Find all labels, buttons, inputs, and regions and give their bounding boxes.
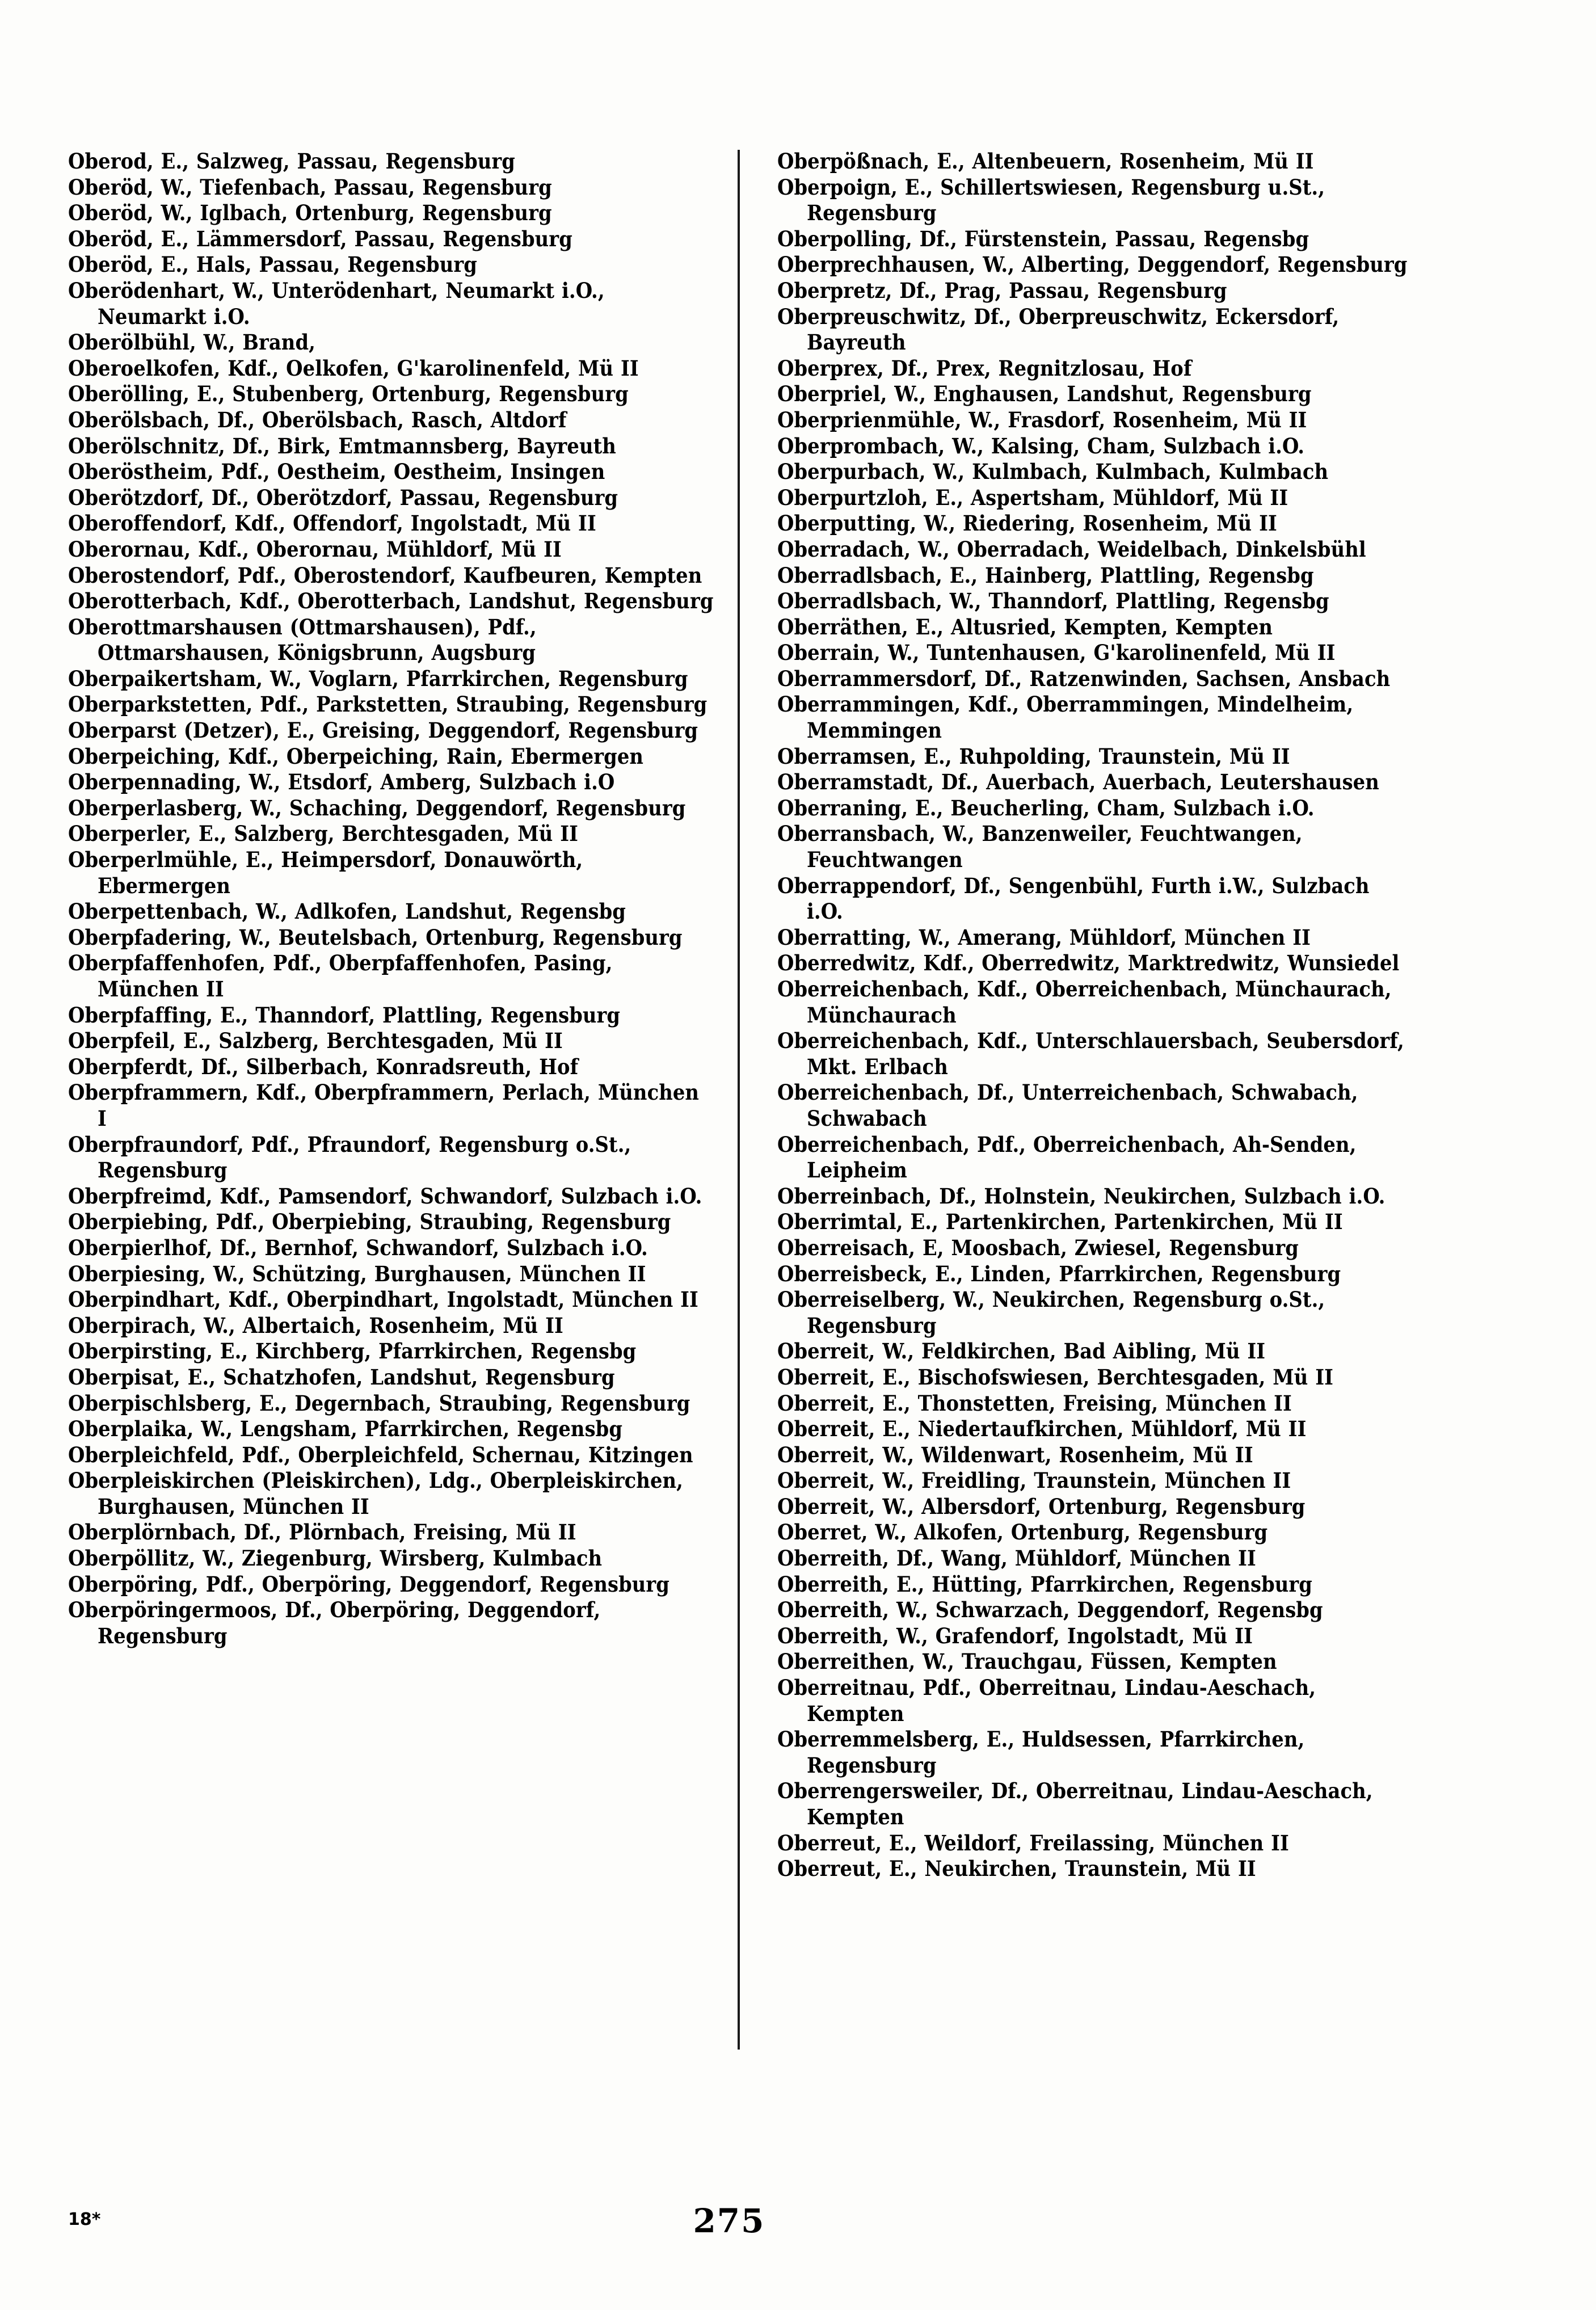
gazetteer-right-entry: Oberradlsbach, W., Thanndorf, Plattling, Regensbg [777, 588, 1329, 614]
gazetteer-left-entry: Oberölsbach, Df., Oberölsbach, Rasch, Altdorf [68, 407, 567, 432]
gazetteer-left-entry: Oberötzdorf, Df., Oberötzdorf, Passau, Regensburg [68, 485, 618, 510]
gazetteer-right-entry: Oberprechhausen, W., Alberting, Deggendorf, Regensburg [777, 252, 1408, 277]
gazetteer-left-entry: Oberpaikertsham, W., Voglarn, Pfarrkirchen, Regensburg [68, 666, 688, 691]
gazetteer-right-entry: Oberpurbach, W., Kulmbach, Kulmbach, Kulmbach [777, 459, 1329, 485]
gazetteer-left-entry: Oberottmarshausen (Ottmarshausen), Pdf., Ottmarshausen, Königsbrunn, Augsburg [68, 614, 537, 666]
gazetteer-left-entry: Oberpferdt, Df., Silberbach, Konradsreuth, Hof [68, 1054, 579, 1079]
gazetteer-left-entry: Oberod, E., Salzweg, Passau, Regensburg [68, 149, 515, 174]
gazetteer-left-entry: Oberpöringermoos, Df., Oberpöring, Deggendorf, Regensburg [68, 1597, 601, 1648]
gazetteer-right-entry: Oberräthen, E., Altusried, Kempten, Kempten [777, 614, 1273, 639]
gazetteer-left-entry: Oberölschnitz, Df., Birk, Emtmannsberg, Bayreuth [68, 433, 616, 458]
gazetteer-right-entry: Oberputting, W., Riedering, Rosenheim, Mü II [777, 511, 1277, 536]
column-left [68, 149, 738, 1649]
gazetteer-right-entry: Oberprombach, W., Kalsing, Cham, Sulzbach i.O. [777, 433, 1305, 458]
gazetteer-right-entry: Oberret, W., Alkofen, Ortenburg, Regensburg [777, 1520, 1268, 1545]
gazetteer-right-entry: Oberpriel, W., Enghausen, Landshut, Regensburg [777, 381, 1312, 407]
gazetteer-right-entry: Oberreichenbach, Pdf., Oberreichenbach, Ah-Senden, Leipheim [777, 1131, 1357, 1183]
gazetteer-left-entry: Oberöd, E., Lämmersdorf, Passau, Regensburg [68, 226, 572, 251]
gazetteer-right-entry: Oberrammersdorf, Df., Ratzenwinden, Sachsen, Ansbach [777, 666, 1391, 691]
gazetteer-left-entry: Oberparkstetten, Pdf., Parkstetten, Straubing, Regensburg [68, 692, 708, 717]
gazetteer-left-entry: Oberpfadering, W., Beutelsbach, Ortenburg, Regensburg [68, 924, 683, 950]
page-number: 275 [693, 2202, 765, 2240]
gazetteer-left-entry: Oberparst (Detzer), E., Greising, Deggendorf, Regensburg [68, 718, 698, 743]
gazetteer-right-entry: Oberreith, Df., Wang, Mühldorf, München II [777, 1546, 1256, 1571]
gazetteer-right-entry: Oberrain, W., Tuntenhausen, G'karolinenfeld, Mü II [777, 640, 1336, 666]
gazetteer-right-entry: Oberreit, W., Wildenwart, Rosenheim, Mü II [777, 1442, 1253, 1467]
gazetteer-right-entry: Oberreinbach, Df., Holnstein, Neukirchen, Sulzbach i.O. [777, 1183, 1386, 1209]
gazetteer-right-entry: Oberredwitz, Kdf., Oberredwitz, Marktredwitz, Wunsiedel [777, 950, 1400, 976]
gazetteer-left-entry: Oberornau, Kdf., Oberornau, Mühldorf, Mü II [68, 536, 562, 562]
gazetteer-left-entry: Oberpennading, W., Etsdorf, Amberg, Sulzbach i.O [68, 769, 615, 795]
gazetteer-right-entry: Oberreut, E., Weildorf, Freilassing, München II [777, 1830, 1289, 1855]
gazetteer-right-entry: Oberpoign, E., Schillertswiesen, Regensburg u.St., Regensburg [777, 174, 1325, 226]
gazetteer-right-entry: Oberprienmühle, W., Frasdorf, Rosenheim, Mü II [777, 407, 1307, 432]
gazetteer-left-entry: Oberpierlhof, Df., Bernhof, Schwandorf, Sulzbach i.O. [68, 1235, 648, 1260]
gazetteer-right-entry: Oberramsen, E., Ruhpolding, Traunstein, Mü II [777, 743, 1290, 769]
gazetteer-right-entry: Oberreit, E., Niedertaufkirchen, Mühldorf, Mü II [777, 1416, 1307, 1442]
gazetteer-right-entry: Oberreit, W., Feldkirchen, Bad Aibling, Mü II [777, 1339, 1266, 1364]
gazetteer-left-entry: Oberpöllitz, W., Ziegenburg, Wirsberg, Kulmbach [68, 1546, 603, 1571]
gazetteer-right-entry: Oberreiselberg, W., Neukirchen, Regensburg o.St., Regensburg [777, 1287, 1325, 1338]
gazetteer-right-entry: Oberreith, E., Hütting, Pfarrkirchen, Regensburg [777, 1571, 1312, 1597]
gazetteer-right-entry: Oberreut, E., Neukirchen, Traunstein, Mü II [777, 1856, 1256, 1882]
gazetteer-right-entry: Oberreisach, E, Moosbach, Zwiesel, Regensburg [777, 1235, 1299, 1260]
gazetteer-right-entry: Oberreith, W., Schwarzach, Deggendorf, Regensbg [777, 1597, 1323, 1623]
gazetteer-left-entry: Oberpeiching, Kdf., Oberpeiching, Rain, Ebermergen [68, 743, 644, 769]
gazetteer-left-entry: Oberpfaffenhofen, Pdf., Oberpfaffenhofen, Pasing, München II [68, 950, 613, 1002]
gazetteer-right-entry: Oberprex, Df., Prex, Regnitzlosau, Hof [777, 355, 1192, 381]
gazetteer-left-entry: Oberperlasberg, W., Schaching, Deggendorf, Regensburg [68, 795, 686, 821]
gazetteer-right-entry: Oberreichenbach, Df., Unterreichenbach, Schwabach, Schwabach [777, 1080, 1358, 1131]
gazetteer-right-entry: Oberradlsbach, E., Hainberg, Plattling, Regensbg [777, 562, 1314, 588]
gazetteer-right-entry: Oberpurtzloh, E., Aspertsham, Mühldorf, Mü II [777, 485, 1288, 510]
signature-mark: 18* [68, 2210, 101, 2229]
gazetteer-right-entry: Oberreith, W., Grafendorf, Ingolstadt, Mü II [777, 1623, 1253, 1648]
gazetteer-left-entry: Oberpfreimd, Kdf., Pamsendorf, Schwandorf, Sulzbach i.O. [68, 1183, 702, 1209]
gazetteer-left-entry: Oberpöring, Pdf., Oberpöring, Deggendorf, Regensburg [68, 1571, 669, 1597]
page-body [68, 149, 1526, 2152]
gazetteer-right-entry: Oberpretz, Df., Prag, Passau, Regensburg [777, 277, 1227, 303]
gazetteer-left-entry: Oberostendorf, Pdf., Oberostendorf, Kaufbeuren, Kempten [68, 562, 702, 588]
gazetteer-left-entry: Oberperlmühle, E., Heimpersdorf, Donauwörth, Ebermergen [68, 847, 583, 898]
gazetteer-left-entry: Oberpettenbach, W., Adlkofen, Landshut, Regensbg [68, 899, 626, 924]
gazetteer-right-entry: Oberreit, E., Thonstetten, Freising, München II [777, 1390, 1292, 1416]
gazetteer-right-entry: Oberrappendorf, Df., Sengenbühl, Furth i.W., Sulzbach i.O. [777, 873, 1370, 924]
gazetteer-left-entry: Oberpisat, E., Schatzhofen, Landshut, Regensburg [68, 1364, 615, 1390]
gazetteer-right-entry: Oberpreuschwitz, Df., Oberpreuschwitz, Eckersdorf, Bayreuth [777, 304, 1340, 355]
gazetteer-left-entry: Oberöd, E., Hals, Passau, Regensburg [68, 252, 477, 277]
gazetteer-right-entry: Oberreitnau, Pdf., Oberreitnau, Lindau-Aeschach, Kempten [777, 1675, 1316, 1726]
gazetteer-right-entry: Oberransbach, W., Banzenweiler, Feuchtwangen, Feuchtwangen [777, 821, 1303, 873]
gazetteer-right-entry: Oberratting, W., Amerang, Mühldorf, München II [777, 924, 1311, 950]
gazetteer-left-entry: Oberöd, W., Tiefenbach, Passau, Regensburg [68, 174, 552, 200]
gazetteer-left-entry: Oberpirsting, E., Kirchberg, Pfarrkirchen, Regensbg [68, 1339, 637, 1364]
gazetteer-right-entry: Oberraning, E., Beucherling, Cham, Sulzbach i.O. [777, 795, 1315, 821]
gazetteer-left-entry: Oberölbühl, W., Brand, [68, 330, 315, 355]
gazetteer-left-entry: Oberpleichfeld, Pdf., Oberpleichfeld, Schernau, Kitzingen [68, 1442, 693, 1467]
gazetteer-left-entry: Oberpfaffing, E., Thanndorf, Plattling, Regensburg [68, 1002, 621, 1028]
gazetteer-left-entry: Oberödenhart, W., Unterödenhart, Neumarkt i.O., Neumarkt i.O. [68, 277, 605, 329]
gazetteer-right-entry: Oberreit, W., Albersdorf, Ortenburg, Regensburg [777, 1493, 1306, 1519]
gazetteer-left-entry: Oberöstheim, Pdf., Oestheim, Oestheim, Insingen [68, 459, 605, 485]
gazetteer-left-entry: Oberöd, W., Iglbach, Ortenburg, Regensburg [68, 200, 552, 226]
column-right [740, 149, 1409, 1882]
gazetteer-left-entry: Oberperler, E., Salzberg, Berchtesgaden, Mü II [68, 821, 578, 847]
gazetteer-right-entry: Oberreichenbach, Kdf., Unterschlauersbach, Seubersdorf, Mkt. Erlbach [777, 1028, 1404, 1079]
gazetteer-left-entry: Oberpiebing, Pdf., Oberpiebing, Straubing, Regensburg [68, 1209, 671, 1235]
page-footer [68, 2202, 1526, 2241]
gazetteer-right-entry: Oberreit, W., Freidling, Traunstein, München II [777, 1468, 1291, 1493]
gazetteer-left-entry: Oberplaika, W., Lengsham, Pfarrkirchen, Regensbg [68, 1416, 623, 1442]
gazetteer-right-entry: Oberreisbeck, E., Linden, Pfarrkirchen, Regensburg [777, 1261, 1341, 1286]
gazetteer-right-entry: Oberradach, W., Oberradach, Weidelbach, Dinkelsbühl [777, 536, 1366, 562]
gazetteer-left-entry: Oberotterbach, Kdf., Oberotterbach, Landshut, Regensburg [68, 588, 714, 614]
gazetteer-right-entry: Oberreichenbach, Kdf., Oberreichenbach, Münchaurach, Münchaurach [777, 977, 1392, 1028]
gazetteer-left-entry: Oberpirach, W., Albertaich, Rosenheim, Mü II [68, 1312, 563, 1338]
gazetteer-right-entry: Oberrimtal, E., Partenkirchen, Partenkirchen, Mü II [777, 1209, 1343, 1235]
gazetteer-left-entry: Oberpfraundorf, Pdf., Pfraundorf, Regensburg o.St., Regensburg [68, 1131, 631, 1183]
gazetteer-left-entry: Oberpischlsberg, E., Degernbach, Straubing, Regensburg [68, 1390, 690, 1416]
gazetteer-left-entry: Oberoelkofen, Kdf., Oelkofen, G'karolinenfeld, Mü II [68, 355, 639, 381]
gazetteer-left-entry: Oberölling, E., Stubenberg, Ortenburg, Regensburg [68, 381, 629, 407]
gazetteer-left-entry: Oberpleiskirchen (Pleiskirchen), Ldg., Oberpleiskirchen, Burghausen, München II [68, 1468, 683, 1519]
gazetteer-right-entry: Oberrammingen, Kdf., Oberrammingen, Mindelheim, Memmingen [777, 692, 1354, 743]
gazetteer-right-entry: Oberpolling, Df., Fürstenstein, Passau, Regensbg [777, 226, 1309, 251]
gazetteer-left-entry: Oberoffendorf, Kdf., Offendorf, Ingolstadt, Mü II [68, 511, 596, 536]
gazetteer-left-entry: Oberpframmern, Kdf., Oberpframmern, Perlach, München I [68, 1080, 700, 1131]
gazetteer-right-entry: Oberreit, E., Bischofswiesen, Berchtesgaden, Mü II [777, 1364, 1333, 1390]
gazetteer-right-entry: Oberrengersweiler, Df., Oberreitnau, Lindau-Aeschach, Kempten [777, 1778, 1373, 1829]
gazetteer-right-entry: Oberreithen, W., Trauchgau, Füssen, Kempten [777, 1649, 1277, 1674]
two-column-layout [68, 149, 1526, 2152]
gazetteer-left-entry: Oberplörnbach, Df., Plörnbach, Freising, Mü II [68, 1520, 576, 1545]
gazetteer-left-entry: Oberpindhart, Kdf., Oberpindhart, Ingolstadt, München II [68, 1287, 698, 1312]
gazetteer-right-entry: Oberremmelsberg, E., Huldsessen, Pfarrkirchen, Regensburg [777, 1727, 1305, 1778]
gazetteer-right-entry: Oberramstadt, Df., Auerbach, Auerbach, Leutershausen [777, 769, 1379, 795]
gazetteer-right-entry: Oberpößnach, E., Altenbeuern, Rosenheim, Mü II [777, 149, 1314, 174]
gazetteer-left-entry: Oberpiesing, W., Schützing, Burghausen, München II [68, 1261, 646, 1286]
gazetteer-left-entry: Oberpfeil, E., Salzberg, Berchtesgaden, Mü II [68, 1028, 563, 1054]
